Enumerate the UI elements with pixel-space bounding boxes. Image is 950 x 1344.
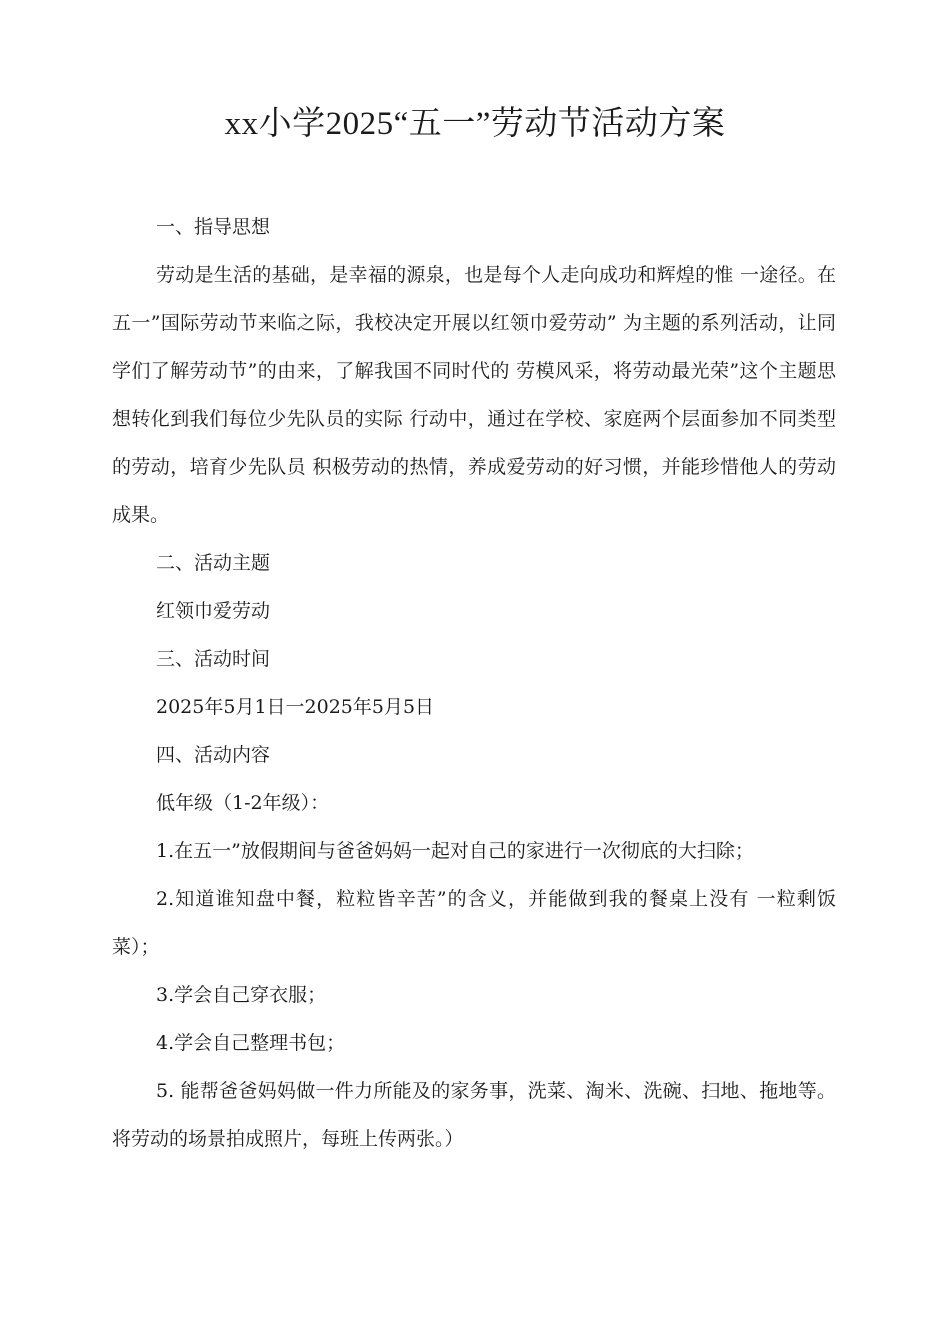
document-body — [112, 203, 836, 1163]
list-item: 4.学会自己整理书包； — [156, 1032, 346, 1054]
section-heading-activity-theme: 二、活动主题 — [156, 552, 271, 574]
grade-group-label: 低年级（1-2年级）： — [156, 792, 330, 814]
section-heading-guiding-ideology: 一、指导思想 — [156, 216, 271, 238]
list-item: 3.学会自己穿衣服； — [156, 984, 327, 1006]
list-item: 5. 能帮爸爸妈妈做一件力所能及的家务事，洗菜、淘米、洗碗、扫地、拖地等。将劳动的场景拍成照片，每班上传两张。） — [112, 1080, 836, 1150]
document-title: xx小学2025“五一”劳动节活动方案 — [224, 106, 726, 142]
section-heading-activity-content: 四、活动内容 — [156, 744, 271, 766]
body-paragraph: 劳动是生活的基础，是幸福的源泉，也是每个人走向成功和辉煌的惟 一途径。在五一”国际劳动节来临之际，我校决定开展以红领巾爱劳动” 为主题的系列活动，让同学们了解劳动节”的由来，了解我国不同时代的 劳模风采，将劳动最光荣”这个主题思想转化到我们每位少先队员的实际 行动中，通过在学校、家庭两个层面参加不同类型的劳动，培育少先队员 积极劳动的热情，养成爱劳动的好习惯，并能珍惜他人的劳动成果。 — [112, 264, 836, 526]
activity-theme-text: 红领巾爱劳动 — [156, 600, 271, 622]
section-heading-activity-time: 三、活动时间 — [156, 648, 271, 670]
list-item: 1.在五一”放假期间与爸爸妈妈一起对自己的家进行一次彻底的大扫除； — [156, 840, 754, 862]
list-item: 2.知道谁知盘中餐，粒粒皆辛苦”的含义，并能做到我的餐桌上没有 一粒剩饭菜）； — [112, 888, 836, 958]
activity-time-text: 2025年5月1日一2025年5月5日 — [156, 696, 435, 718]
